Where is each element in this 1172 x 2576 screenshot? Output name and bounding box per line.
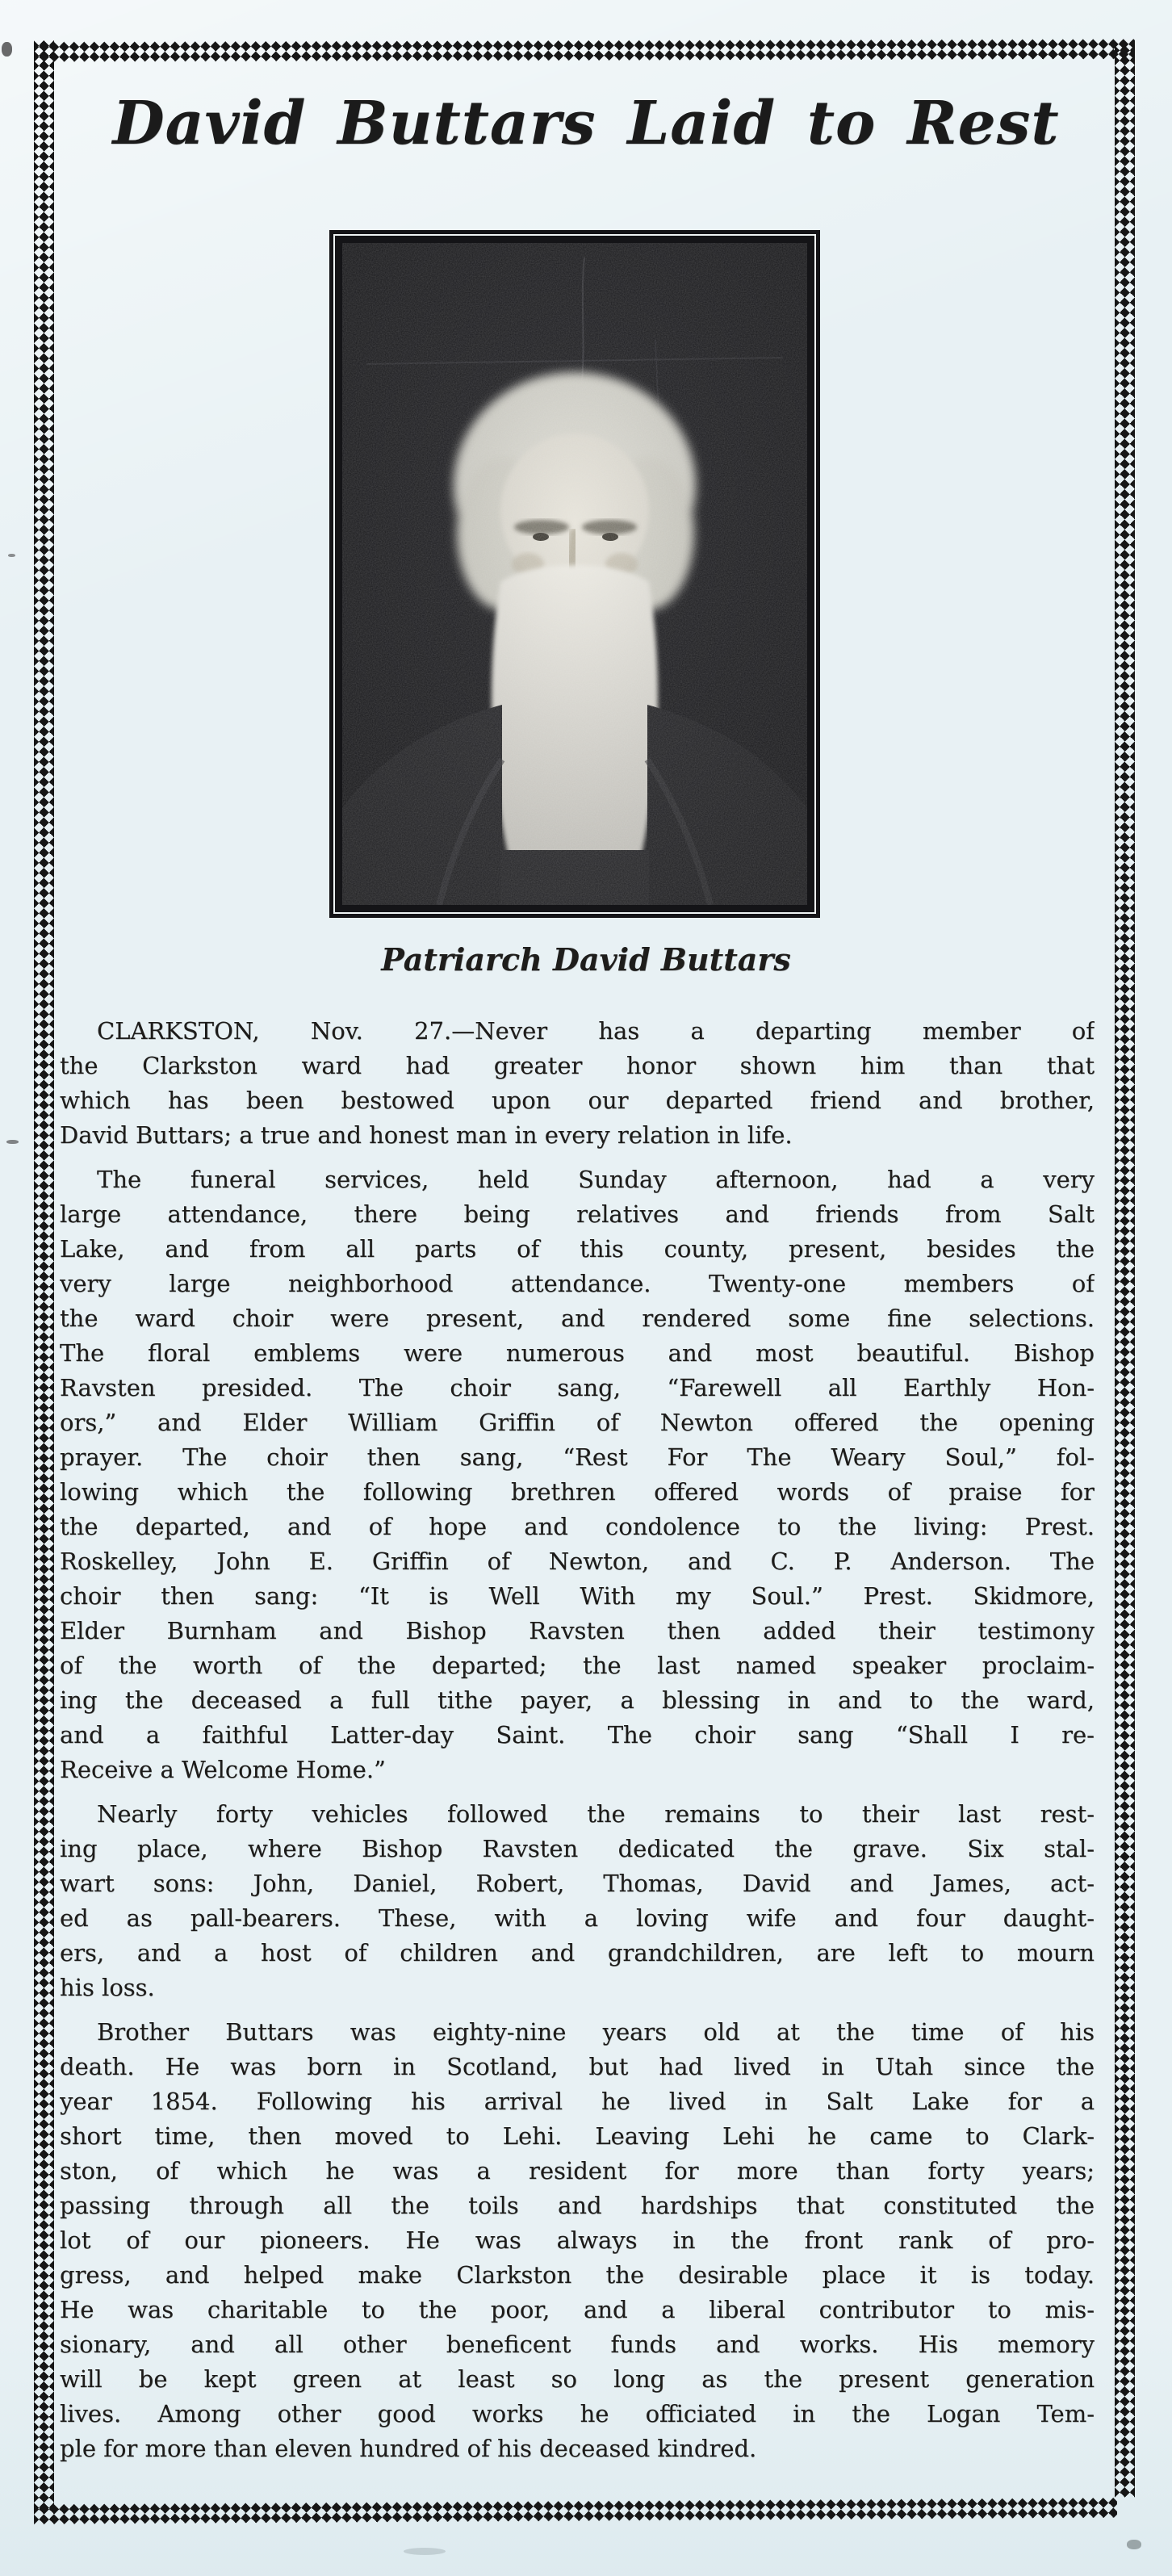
article-title: David Buttars Laid to Rest bbox=[112, 89, 1060, 158]
border-top bbox=[34, 39, 1135, 62]
article-line: Elder Burnham and Bishop Ravsten then added their testimony bbox=[60, 1617, 1095, 1644]
article-line: gress, and helped make Clarkston the desirable place it is today. bbox=[60, 2261, 1095, 2289]
article-line: will be kept green at least so long as the present generation bbox=[60, 2365, 1095, 2393]
article-line: year 1854. Following his arrival he lived in Salt Lake for a bbox=[60, 2088, 1095, 2115]
article-line: ors,” and Elder William Griffin of Newton offered the opening bbox=[60, 1409, 1095, 1436]
article-line: Nearly forty vehicles followed the remains to their last rest- bbox=[97, 1800, 1095, 1828]
article-line: Receive a Welcome Home.” bbox=[60, 1756, 386, 1783]
article-line: David Buttars; a true and honest man in every relation in life. bbox=[60, 1121, 793, 1149]
article-line: ston, of which he was a resident for more than forty years; bbox=[60, 2157, 1095, 2184]
scan-artifact bbox=[2, 42, 12, 57]
article-paragraph bbox=[60, 1162, 1095, 1787]
article-line: ple for more than eleven hundred of his deceased kindred. bbox=[60, 2435, 757, 2462]
border-bottom bbox=[34, 2498, 1117, 2524]
border-left bbox=[34, 40, 54, 2512]
article-line: Ravsten presided. The choir sang, “Farewell all Earthly Hon- bbox=[60, 1374, 1095, 1401]
article-line: passing through all the toils and hardships that constituted the bbox=[60, 2192, 1095, 2219]
article-paragraph bbox=[60, 2015, 1095, 2466]
article-line: lot of our pioneers. He was always in the front rank of pro- bbox=[60, 2226, 1095, 2254]
article-line: choir then sang: “It is Well With my Soul.” Prest. Skidmore, bbox=[60, 1582, 1095, 1610]
article-line: very large neighborhood attendance. Twenty-one members of bbox=[60, 1270, 1095, 1297]
article-line: CLARKSTON, Nov. 27.—Never has a departing member of bbox=[97, 1017, 1095, 1045]
article-line: ing the deceased a full tithe payer, a blessing in and to the ward, bbox=[60, 1686, 1095, 1714]
article-line: large attendance, there being relatives and friends from Salt bbox=[60, 1200, 1095, 1228]
photo-caption: Patriarch David Buttars bbox=[381, 941, 791, 978]
article-line: He was charitable to the poor, and a liberal contributor to mis- bbox=[60, 2296, 1095, 2323]
article-line: lives. Among other good works he officiated in the Logan Tem- bbox=[60, 2400, 1095, 2427]
article-paragraph bbox=[60, 1014, 1095, 1153]
article-line: lowing which the following brethren offered words of praise for bbox=[60, 1478, 1095, 1506]
article-line: of the worth of the departed; the last named speaker proclaim- bbox=[60, 1652, 1095, 1679]
article-line: which has been bestowed upon our departed friend and brother, bbox=[60, 1087, 1095, 1114]
article-line: ers, and a host of children and grandchildren, are left to mourn bbox=[60, 1939, 1095, 1967]
article-line: prayer. The choir then sang, “Rest For The Weary Soul,” fol- bbox=[60, 1443, 1095, 1471]
article-line: his loss. bbox=[60, 1974, 155, 2001]
scan-artifact bbox=[8, 554, 15, 557]
article-line: the ward choir were present, and rendered some fine selections. bbox=[60, 1305, 1095, 1332]
article-line: the departed, and of hope and condolence to the living: Prest. bbox=[60, 1513, 1095, 1540]
article-line: The funeral services, held Sunday afternoon, had a very bbox=[97, 1166, 1095, 1193]
article-line: short time, then moved to Lehi. Leaving Lehi he came to Clark- bbox=[60, 2122, 1095, 2150]
article-line: death. He was born in Scotland, but had lived in Utah since the bbox=[60, 2053, 1095, 2080]
article-line: ed as pall-bearers. These, with a loving wife and four daught- bbox=[60, 1904, 1095, 1932]
portrait-photo bbox=[342, 243, 807, 905]
article-line: Roskelley, John E. Griffin of Newton, and C. P. Anderson. The bbox=[60, 1548, 1095, 1575]
article-line: sionary, and all other beneficent funds and works. His memory bbox=[60, 2331, 1095, 2358]
article-line: Lake, and from all parts of this county, present, besides the bbox=[60, 1235, 1095, 1263]
scan-artifact bbox=[1127, 2540, 1141, 2549]
border-right bbox=[1115, 45, 1135, 2498]
article-line: The floral emblems were numerous and most beautiful. Bishop bbox=[60, 1339, 1095, 1367]
article-body bbox=[60, 1014, 1095, 2466]
portrait-photo-frame bbox=[329, 230, 820, 918]
article-line: and a faithful Latter-day Saint. The choir sang “Shall I re- bbox=[60, 1721, 1095, 1749]
article-paragraph bbox=[60, 1797, 1095, 2005]
article-line: ing place, where Bishop Ravsten dedicated the grave. Six stal- bbox=[60, 1835, 1095, 1862]
article-line: the Clarkston ward had greater honor shown him than that bbox=[60, 1052, 1095, 1079]
article-line: wart sons: John, Daniel, Robert, Thomas, David and James, act- bbox=[60, 1870, 1095, 1897]
article-line: Brother Buttars was eighty-nine years old at the time of his bbox=[97, 2018, 1095, 2046]
scan-artifact bbox=[404, 2548, 446, 2555]
scan-artifact bbox=[6, 1140, 19, 1144]
